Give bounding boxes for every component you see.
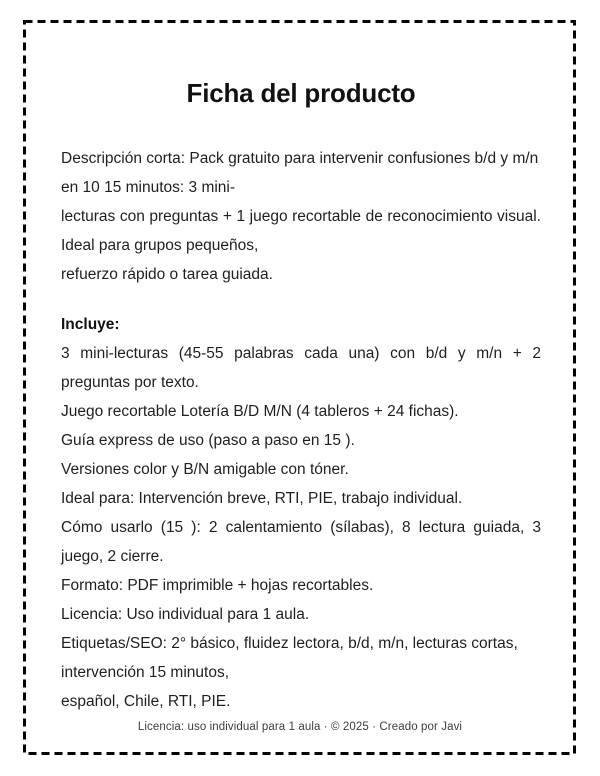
list-item: Guía express de uso (paso a paso en 15 ). <box>61 432 355 449</box>
sheet-content <box>61 21 541 716</box>
list-item: 3 mini-lecturas (45-55 palabras cada una) con b/d y m/n + 2 preguntas por texto. <box>61 345 541 391</box>
list-item: Juego recortable Lotería B/D M/N (4 tableros + 24 fichas). <box>61 403 459 420</box>
page-footer: Licencia: uso individual para 1 aula · © 2025 · Creado por Javi <box>137 721 463 733</box>
description-line: refuerzo rápido o tarea guiada. <box>61 266 273 283</box>
list-item: Ideal para: Intervención breve, RTI, PIE, trabajo individual. <box>61 490 463 507</box>
description-block <box>61 144 541 289</box>
description-line: Descripción corta: Pack gratuito para intervenir confusiones b/d y m/n en 10 15 minutos: 3 mini- <box>61 150 539 196</box>
list-item: español, Chile, RTI, PIE. <box>61 693 231 710</box>
list-item: Etiquetas/SEO: 2° básico, fluidez lectora, b/d, m/n, lecturas cortas, intervención 15 minutos, <box>61 635 518 681</box>
list-item: Cómo usarlo (15 ): 2 calentamiento (sílabas), 8 lectura guiada, 3 juego, 2 cierre. <box>61 519 541 565</box>
list-item: Licencia: Uso individual para 1 aula. <box>61 606 310 623</box>
includes-heading: Incluye: <box>61 316 120 333</box>
includes-list <box>61 339 541 716</box>
list-item: Versiones color y B/N amigable con tóner. <box>61 461 349 478</box>
list-item: Formato: PDF imprimible + hojas recortables. <box>61 577 374 594</box>
description-line: lecturas con preguntas + 1 juego recortable de reconocimiento visual. Ideal para grupos pequeños, <box>61 208 541 254</box>
page-title: Ficha del producto <box>186 78 416 108</box>
